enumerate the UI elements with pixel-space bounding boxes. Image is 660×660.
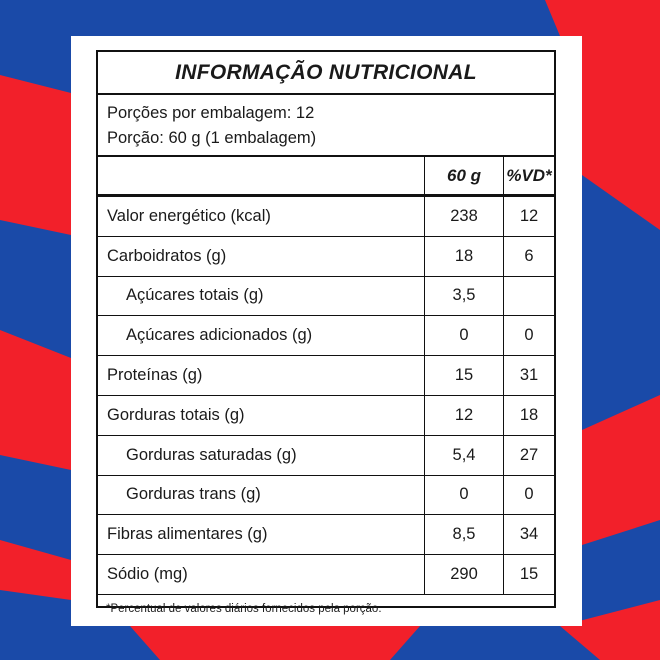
- nutrient-dv: 0: [504, 316, 555, 356]
- nutrient-amount: 5,4: [425, 435, 504, 475]
- nutrient-dv: 34: [504, 515, 555, 555]
- nutrient-amount: 18: [425, 236, 504, 276]
- nutrient-dv: 15: [504, 555, 555, 595]
- nutrient-amount: 12: [425, 395, 504, 435]
- nutrient-dv: 18: [504, 395, 555, 435]
- nutrient-name: Carboidratos (g): [98, 236, 425, 276]
- nutrient-dv: 27: [504, 435, 555, 475]
- nutrient-name: Gorduras saturadas (g): [98, 435, 425, 475]
- table-row: [98, 316, 554, 356]
- table-row: [98, 475, 554, 515]
- serving-info: [98, 95, 554, 157]
- nutrient-dv: 0: [504, 475, 555, 515]
- table-row: [98, 555, 554, 595]
- table-row: [98, 196, 554, 237]
- nutrient-amount: 8,5: [425, 515, 504, 555]
- header-daily-value: %VD*: [504, 157, 555, 196]
- nutrient-amount: 238: [425, 196, 504, 237]
- table-header-row: [98, 157, 554, 196]
- header-amount: 60 g: [425, 157, 504, 196]
- nutrient-name: Gorduras trans (g): [98, 475, 425, 515]
- nutrient-dv: 6: [504, 236, 555, 276]
- nutrition-label: [96, 50, 556, 615]
- nutrition-card: [71, 36, 582, 626]
- label-title: INFORMAÇÃO NUTRICIONAL: [98, 52, 554, 95]
- nutrient-amount: 0: [425, 316, 504, 356]
- nutrition-table: [98, 157, 554, 595]
- nutrient-amount: 15: [425, 356, 504, 396]
- table-row: [98, 356, 554, 396]
- nutrient-name: Fibras alimentares (g): [98, 515, 425, 555]
- header-nutrient: [98, 157, 425, 196]
- footnote: *Percentual de valores diários fornecidos pela porção.: [106, 602, 382, 615]
- nutrient-dv: 31: [504, 356, 555, 396]
- table-row: [98, 395, 554, 435]
- nutrient-name: Proteínas (g): [98, 356, 425, 396]
- table-row: [98, 515, 554, 555]
- nutrient-dv: 12: [504, 196, 555, 237]
- nutrient-name: Açúcares adicionados (g): [98, 316, 425, 356]
- table-row: [98, 435, 554, 475]
- nutrient-dv: [504, 276, 555, 316]
- table-row: [98, 276, 554, 316]
- servings-per-package: Porções por embalagem: 12: [107, 104, 315, 122]
- nutrient-name: Sódio (mg): [98, 555, 425, 595]
- nutrient-name: Açúcares totais (g): [98, 276, 425, 316]
- serving-size: Porção: 60 g (1 embalagem): [107, 129, 317, 147]
- nutrient-amount: 290: [425, 555, 504, 595]
- nutrient-amount: 3,5: [425, 276, 504, 316]
- table-row: [98, 236, 554, 276]
- nutrient-amount: 0: [425, 475, 504, 515]
- nutrient-name: Valor energético (kcal): [98, 196, 425, 237]
- nutrient-name: Gorduras totais (g): [98, 395, 425, 435]
